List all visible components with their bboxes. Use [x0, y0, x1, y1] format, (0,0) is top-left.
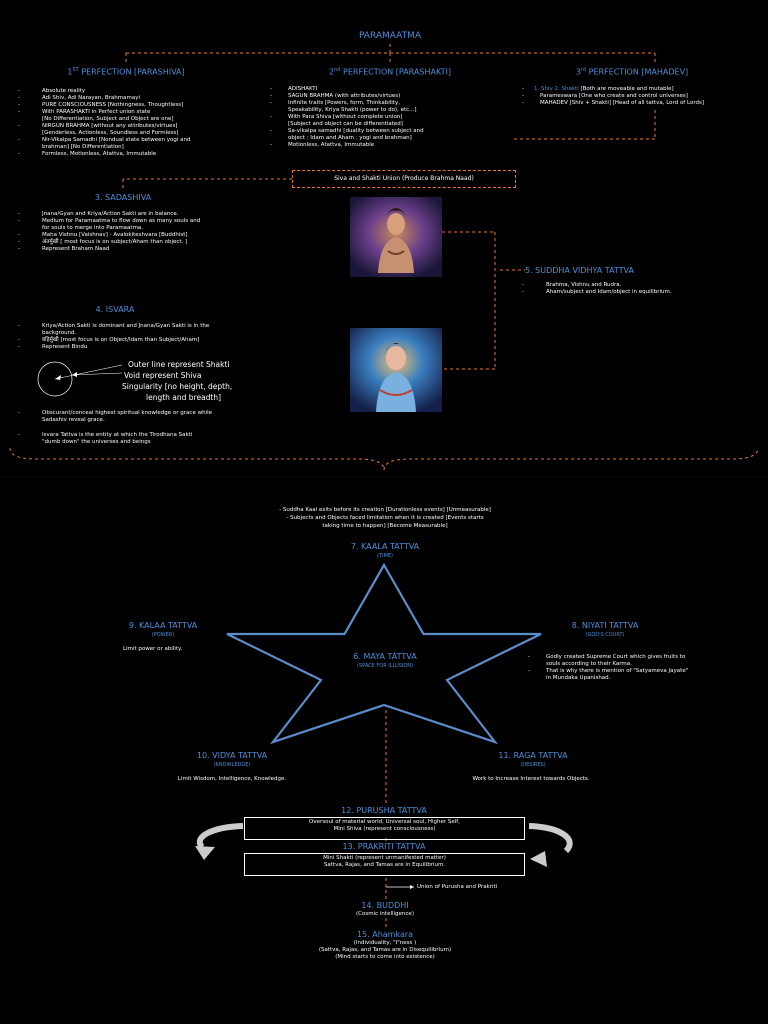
list-item: - Kriya/Action Sakti is dominant and Jnana/Gyan Sakti is in the — [18, 323, 278, 330]
list-item: - ADISHAKTI — [270, 86, 490, 93]
list-item: - That is why there is mention of "Satyameva Jayate" — [528, 668, 753, 675]
prakriti-box — [244, 853, 525, 876]
prakriti-line: Mini Shakti (represent unmanifested matter) — [323, 855, 446, 861]
singularity-label-2: length and breadth] — [146, 393, 222, 402]
raga-desc: Work to Increase Interest towards Objects. — [472, 776, 590, 782]
ahamkara-line: (Individuality, "I"ness ) — [353, 940, 417, 946]
list-item: - Absolute reality — [18, 88, 268, 95]
list-item: - With PARASHAKTI in Perfect union state — [18, 109, 268, 116]
kaala-sub: (TIME) — [377, 553, 393, 559]
list-item: - Isvara Tattva is the entity at which the Tirodhana Sakti — [18, 432, 283, 439]
purusha-line: Oversoul of material world, Universal soul, Higher Self, — [309, 819, 460, 825]
list-item: - Sa-vikalpa samadhi [duality between subject and — [270, 128, 490, 135]
list-item: - बहिर्मुखी [most focus is on Object/Idam than Subject/Aham] — [18, 337, 278, 344]
list-item: - Formless, Motionless, Atattva, Immutable — [18, 151, 268, 158]
perfection3-label: PERFECTION [MAHADEV] — [586, 67, 689, 77]
list-item: - Jnana/Gyan and Kriya/Action Sakti are in balance. — [18, 211, 268, 218]
vidya-title: 10. VIDYA TATTVA — [196, 751, 268, 760]
purusha-title: 12. PURUSHA TATTVA — [341, 806, 427, 815]
maya-title: 6. MAYA TATTVA — [353, 652, 417, 661]
perfection2-title — [329, 67, 451, 77]
list-item: - With Para Shiva [without complete union] — [270, 114, 490, 121]
sadashiva-title: 3. SADASHIVA — [94, 193, 152, 202]
perfection1-label: PERFECTION [PARASHIVA] — [78, 67, 185, 77]
list-item: [No Differentiation, Subject and Object are one] — [42, 116, 174, 122]
suddha-title: 5. SUDDHA VIDHYA TATTVA — [525, 266, 634, 275]
perfection2-sup: nd — [334, 67, 341, 73]
page-title: PARAMAATMA — [358, 31, 422, 41]
note-line: - Suddha Kaal exits before its creation [Durationless events] [Unmeasurable] — [279, 507, 491, 513]
note-line: - Subjects and Objects faced limitation when it is created [Events starts — [286, 515, 484, 521]
shiv-shakti-label: 1. Shiv 2. Shakti — [534, 86, 579, 92]
list-item: - Infinite traits [Powers, form, Thinkability, — [270, 100, 490, 107]
list-item: "dumb down" the universes and beings — [42, 439, 151, 445]
list-item: - PURE CONSCIOUSNESS [Nothingness, Thoughtless] — [18, 102, 268, 109]
niyati-title: 8. NIYATI TATTVA — [571, 621, 639, 630]
buddhi-sub: (Cosmic intelligence) — [356, 911, 414, 917]
list-item: - Obscurant/conceal highest spiritual knowledge or grace while — [18, 410, 283, 417]
list-item: - Maha Vishnu [Vaishnav] - Avalokiteshvara [Buddhist] — [18, 232, 268, 239]
perfection2-list — [270, 86, 490, 149]
niyati-list — [528, 654, 753, 682]
list-item: - Brahma, Vishnu and Rudra. — [522, 282, 762, 289]
perfection1-list — [18, 88, 268, 158]
list-item: object : Idam and Aham : yogi and brahman] — [288, 135, 412, 141]
suddha-list — [522, 282, 762, 296]
perfection3-list — [522, 93, 768, 107]
curved-arrow-left-icon — [200, 826, 243, 847]
union-note: Union of Purusha and Prakriti — [417, 884, 498, 890]
list-item: - Represent Bindu — [18, 344, 278, 351]
isvara-list — [18, 323, 278, 351]
list-item: Sadashiv reveal grace. — [42, 417, 105, 423]
perfection2-num: 2 — [329, 67, 335, 77]
vidya-desc: Limit Wisdom, Intelligence, Knowledge. — [177, 776, 287, 782]
list-item: for souls to merge into Paramaatma. — [42, 225, 144, 231]
maya-sub: (SPACE FOR ILLUSION) — [357, 663, 413, 669]
list-item: - Aham/subject and Idam/object in equilibrium. — [522, 289, 762, 296]
list-item: - MAHADEV [Shiv + Shakti] [Head of all tattva, Lord of Lords] — [522, 100, 768, 107]
kalaa-sub: (POWER) — [151, 632, 175, 638]
perfection1-num: 1 — [67, 67, 73, 77]
outer-line-label: Outer line represent Shakti — [128, 360, 230, 369]
vidya-sub: (KNOWLEDGE) — [213, 762, 251, 768]
niyati-sub: (GOD'S COURT) — [585, 632, 625, 638]
buddhi-title: 14. BUDDHI — [361, 901, 409, 910]
void-label: Void represent Shiva — [124, 371, 202, 380]
union-box: Siva and Shakti Union (Produce Brahma Naad) — [292, 170, 516, 188]
kalaa-title: 9. KALAA TATTVA — [128, 621, 198, 630]
list-item: - SAGUN BRAHMA (with attributes/virtues) — [270, 93, 490, 100]
isvara-list-2 — [18, 410, 283, 424]
perfection3-title — [576, 67, 688, 77]
list-item: [Subject and object can be differentiated] — [288, 121, 403, 127]
list-item: - Godly created Supreme Court which gives fruits to — [528, 654, 753, 661]
perfection3-shiv-shakti: - 1. Shiv 2. Shakti [Both are moveable and mutable] — [522, 86, 674, 92]
raga-title: 11. RAGA TATTVA — [498, 751, 568, 760]
curved-arrow-right-icon — [529, 826, 570, 851]
list-item: [Genderless, Actionless, Soundless and Formless] — [42, 130, 179, 136]
shiv-shakti-note: [Both are moveable and mutable] — [578, 86, 674, 92]
singularity-label: Singularity [no height, depth, — [122, 382, 233, 391]
note-line: taking time to happen] [Become Measurable] — [322, 523, 448, 529]
perfection1-title — [67, 67, 184, 77]
kaala-title: 7. KAALA TATTVA — [350, 542, 420, 551]
perfection3-sup: rd — [580, 67, 587, 73]
list-item: - Medium for Paramaatma to flow down as many souls and — [18, 218, 268, 225]
sadashiva-list — [18, 211, 268, 253]
shiva-portrait-image — [350, 328, 442, 412]
purusha-box — [244, 817, 525, 840]
shiva-meditation-image — [350, 197, 442, 277]
isvara-list-3 — [18, 432, 283, 446]
ahamkara-title: 15. Ahamkara — [356, 930, 414, 939]
list-item: - Represent Braham Naad — [18, 246, 268, 253]
list-item: - NIRGUN BRAHMA [without any attributes/virtues] — [18, 123, 268, 130]
ahamkara-line: (Sattva, Rajas, and Tamas are in Disequilibrium) — [318, 947, 452, 953]
perfection2-label: PERFECTION [PARASHAKTI] — [340, 67, 451, 77]
list-item: background. — [42, 330, 77, 336]
list-item: brahman] [No Differentiation] — [42, 144, 124, 150]
prakriti-line: Sattva, Rajas, and Tamas are in Equilibrium. — [323, 862, 446, 868]
list-item: - Nir-Vikalpa Samadhi [Nondual state between yogi and — [18, 137, 268, 144]
perfection3-num: 3 — [575, 67, 581, 77]
kalaa-desc: Limit power or ability. — [123, 646, 183, 652]
prakriti-title: 13. PRAKRITI TATTVA — [342, 842, 426, 851]
perfection1-sup: ST — [72, 67, 79, 73]
list-item: in Mundaka Upanishad. — [546, 675, 611, 681]
list-item: - Motionless, Atattva, Immutable — [270, 142, 490, 149]
list-item: - Parameswara [One who create and control universes] — [522, 93, 768, 100]
list-item: - Adi Shiv, Adi Narayan, Brahmamayi — [18, 95, 268, 102]
purusha-line: Mini Shiva (represent consciousness) — [333, 826, 436, 832]
list-item: Speakability, Kriya Shakti (power to do), etc...] — [288, 107, 417, 113]
list-item: souls according to their Karma. — [546, 661, 632, 667]
list-item: - अंतर्मुखी [ most focus is on subject/Aham than object. ] — [18, 239, 268, 246]
ahamkara-line: (Mind starts to come into existence) — [335, 954, 435, 960]
raga-sub: (DESIRES) — [520, 762, 546, 768]
isvara-title: 4. ISVARA — [95, 305, 135, 314]
